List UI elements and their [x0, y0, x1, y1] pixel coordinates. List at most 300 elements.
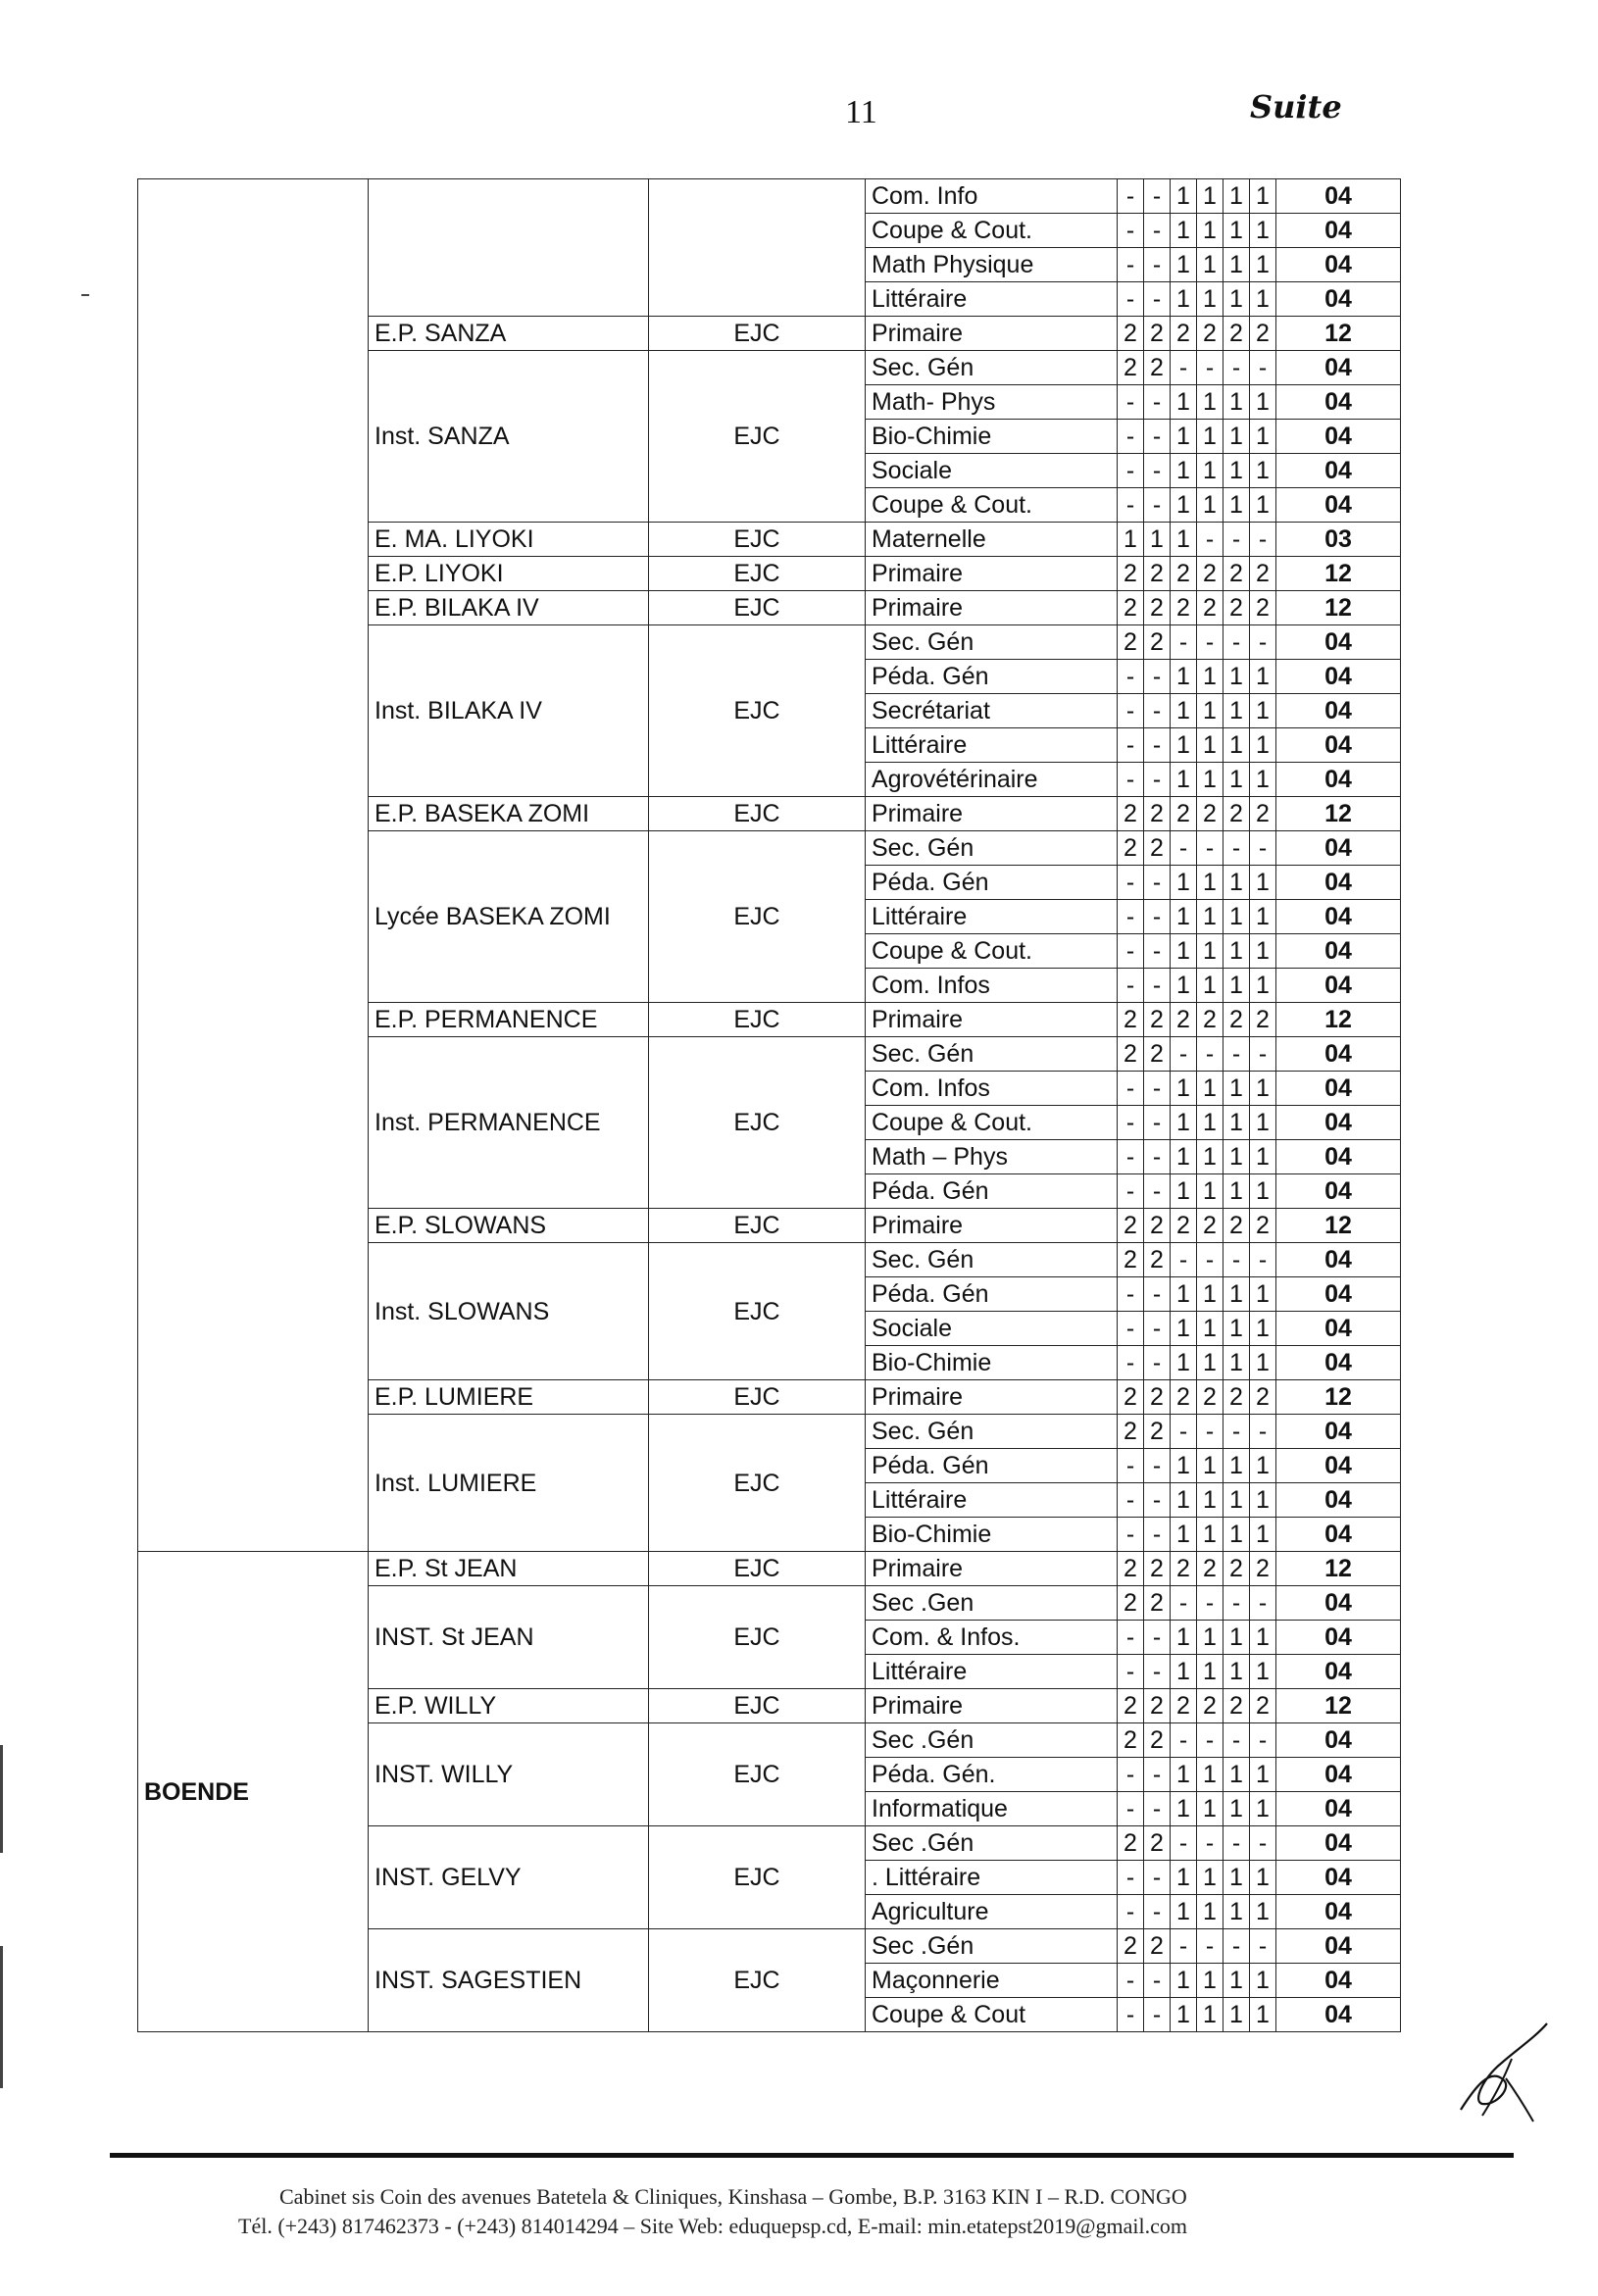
grade-cell: 2: [1197, 317, 1223, 351]
total-cell: 04: [1276, 1140, 1401, 1174]
grade-cell: 1: [1223, 420, 1250, 454]
grade-cell: 1: [1223, 1483, 1250, 1518]
location-cell: [138, 179, 369, 1552]
section-cell: Sec .Gen: [866, 1586, 1118, 1621]
section-cell: Sec .Gén: [866, 1723, 1118, 1758]
total-cell: 04: [1276, 1621, 1401, 1655]
grade-cell: 2: [1118, 1243, 1144, 1277]
total-cell: 12: [1276, 1003, 1401, 1037]
grade-cell: 2: [1118, 1586, 1144, 1621]
grade-cell: 1: [1171, 1277, 1197, 1312]
grade-cell: -: [1197, 1586, 1223, 1621]
total-cell: 12: [1276, 557, 1401, 591]
total-cell: 04: [1276, 1415, 1401, 1449]
school-name-cell: Inst. LUMIERE: [369, 1415, 649, 1552]
grade-cell: 1: [1223, 1106, 1250, 1140]
grade-cell: -: [1144, 1792, 1171, 1826]
grade-cell: -: [1144, 1277, 1171, 1312]
grade-cell: 1: [1197, 1621, 1223, 1655]
grade-cell: 2: [1118, 557, 1144, 591]
section-cell: Com. Info: [866, 179, 1118, 214]
section-cell: Péda. Gén: [866, 1449, 1118, 1483]
grade-cell: 1: [1197, 1655, 1223, 1689]
grade-cell: 1: [1223, 1312, 1250, 1346]
grade-cell: 2: [1144, 1380, 1171, 1415]
grade-cell: 2: [1118, 1380, 1144, 1415]
grade-cell: 2: [1144, 317, 1171, 351]
grade-cell: -: [1144, 934, 1171, 969]
grade-cell: 1: [1223, 282, 1250, 317]
grade-cell: 1: [1197, 934, 1223, 969]
section-cell: Sociale: [866, 454, 1118, 488]
grade-cell: 1: [1250, 1861, 1276, 1895]
grade-cell: 1: [1171, 1346, 1197, 1380]
school-name-cell: Lycée BASEKA ZOMI: [369, 831, 649, 1003]
grade-cell: -: [1144, 866, 1171, 900]
regime-cell: EJC: [649, 351, 866, 523]
grade-cell: 1: [1197, 1140, 1223, 1174]
section-cell: Com. Infos: [866, 1072, 1118, 1106]
section-cell: Informatique: [866, 1792, 1118, 1826]
grade-cell: 1: [1223, 1449, 1250, 1483]
grade-cell: -: [1118, 1861, 1144, 1895]
grade-cell: 1: [1197, 1072, 1223, 1106]
section-cell: Agrovétérinaire: [866, 763, 1118, 797]
grade-cell: 2: [1118, 1552, 1144, 1586]
grade-cell: 2: [1144, 1586, 1171, 1621]
grade-cell: -: [1144, 1655, 1171, 1689]
grade-cell: -: [1144, 728, 1171, 763]
grade-cell: 2: [1118, 625, 1144, 660]
grade-cell: -: [1197, 1415, 1223, 1449]
section-cell: Littéraire: [866, 1483, 1118, 1518]
total-cell: 04: [1276, 1792, 1401, 1826]
grade-cell: 1: [1250, 900, 1276, 934]
school-name-cell: E.P. BASEKA ZOMI: [369, 797, 649, 831]
grade-cell: 1: [1144, 523, 1171, 557]
total-cell: 04: [1276, 934, 1401, 969]
grade-cell: 2: [1118, 1037, 1144, 1072]
grade-cell: 1: [1197, 1346, 1223, 1380]
grade-cell: 1: [1223, 179, 1250, 214]
total-cell: 04: [1276, 282, 1401, 317]
grade-cell: 1: [1223, 1998, 1250, 2032]
grade-cell: 2: [1118, 351, 1144, 385]
grade-cell: 1: [1250, 1518, 1276, 1552]
grade-cell: 1: [1223, 1140, 1250, 1174]
grade-cell: -: [1144, 1895, 1171, 1929]
grade-cell: -: [1223, 1415, 1250, 1449]
total-cell: 04: [1276, 1346, 1401, 1380]
grade-cell: -: [1223, 1723, 1250, 1758]
total-cell: 04: [1276, 1655, 1401, 1689]
school-name-cell: E.P. LUMIERE: [369, 1380, 649, 1415]
grade-cell: 2: [1171, 557, 1197, 591]
grade-cell: 2: [1171, 1209, 1197, 1243]
table-row: [138, 179, 1401, 214]
total-cell: 04: [1276, 1758, 1401, 1792]
section-cell: Coupe & Cout.: [866, 214, 1118, 248]
grade-cell: 1: [1223, 1895, 1250, 1929]
grade-cell: 2: [1118, 591, 1144, 625]
grade-cell: -: [1118, 763, 1144, 797]
grade-cell: 1: [1197, 282, 1223, 317]
grade-cell: 2: [1118, 831, 1144, 866]
section-cell: Sec .Gén: [866, 1929, 1118, 1964]
section-cell: Coupe & Cout.: [866, 1106, 1118, 1140]
grade-cell: -: [1118, 728, 1144, 763]
grade-cell: -: [1171, 351, 1197, 385]
grade-cell: 1: [1250, 454, 1276, 488]
grade-cell: 1: [1250, 420, 1276, 454]
grade-cell: -: [1118, 1277, 1144, 1312]
grade-cell: -: [1144, 1964, 1171, 1998]
grade-cell: 2: [1250, 1209, 1276, 1243]
grade-cell: -: [1118, 385, 1144, 420]
grade-cell: 1: [1223, 969, 1250, 1003]
section-cell: Bio-Chimie: [866, 420, 1118, 454]
section-cell: Coupe & Cout.: [866, 934, 1118, 969]
grade-cell: -: [1144, 1449, 1171, 1483]
grade-cell: 1: [1197, 248, 1223, 282]
grade-cell: 1: [1171, 523, 1197, 557]
footer-rule: [110, 2153, 1514, 2158]
signature-icon: [1453, 2020, 1561, 2132]
grade-cell: 2: [1250, 1003, 1276, 1037]
section-cell: Primaire: [866, 1209, 1118, 1243]
grade-cell: 1: [1171, 1518, 1197, 1552]
grade-cell: 2: [1250, 557, 1276, 591]
grade-cell: 1: [1197, 1106, 1223, 1140]
grade-cell: 1: [1250, 969, 1276, 1003]
grade-cell: 1: [1250, 660, 1276, 694]
grade-cell: 1: [1197, 454, 1223, 488]
grade-cell: 2: [1197, 1209, 1223, 1243]
grade-cell: 1: [1223, 1621, 1250, 1655]
grade-cell: -: [1118, 866, 1144, 900]
school-name-cell: INST. GELVY: [369, 1826, 649, 1929]
grade-cell: 1: [1171, 1449, 1197, 1483]
grade-cell: -: [1144, 969, 1171, 1003]
grade-cell: -: [1144, 1621, 1171, 1655]
grade-cell: 2: [1171, 1380, 1197, 1415]
grade-cell: -: [1118, 488, 1144, 523]
grade-cell: 1: [1223, 728, 1250, 763]
grade-cell: 1: [1171, 1140, 1197, 1174]
grade-cell: 1: [1250, 488, 1276, 523]
grade-cell: 1: [1171, 1998, 1197, 2032]
total-cell: 04: [1276, 969, 1401, 1003]
grade-cell: 2: [1250, 1380, 1276, 1415]
grade-cell: -: [1144, 454, 1171, 488]
grade-cell: 2: [1250, 591, 1276, 625]
grade-cell: 1: [1223, 934, 1250, 969]
grade-cell: 2: [1144, 797, 1171, 831]
grade-cell: 1: [1171, 763, 1197, 797]
grade-cell: -: [1250, 1586, 1276, 1621]
grade-cell: 1: [1250, 1346, 1276, 1380]
grade-cell: 2: [1118, 1689, 1144, 1723]
grade-cell: -: [1250, 1243, 1276, 1277]
grade-cell: 2: [1118, 1723, 1144, 1758]
section-cell: Bio-Chimie: [866, 1346, 1118, 1380]
grade-cell: 1: [1197, 660, 1223, 694]
grade-cell: 1: [1250, 385, 1276, 420]
section-cell: Péda. Gén: [866, 866, 1118, 900]
grade-cell: 1: [1197, 1483, 1223, 1518]
grade-cell: -: [1144, 660, 1171, 694]
section-cell: Péda. Gén: [866, 660, 1118, 694]
total-cell: 04: [1276, 454, 1401, 488]
grade-cell: -: [1118, 1792, 1144, 1826]
page-number: 11: [845, 94, 877, 130]
school-name-cell: INST. St JEAN: [369, 1586, 649, 1689]
total-cell: 04: [1276, 660, 1401, 694]
grade-cell: -: [1144, 248, 1171, 282]
grade-cell: 1: [1250, 1655, 1276, 1689]
grade-cell: 1: [1250, 1312, 1276, 1346]
grade-cell: -: [1197, 1037, 1223, 1072]
grade-cell: 1: [1171, 728, 1197, 763]
grade-cell: -: [1118, 1140, 1144, 1174]
grade-cell: 1: [1118, 523, 1144, 557]
grade-cell: 1: [1197, 1998, 1223, 2032]
regime-cell: EJC: [649, 1723, 866, 1826]
grade-cell: 1: [1171, 420, 1197, 454]
grade-cell: 1: [1250, 1277, 1276, 1312]
grade-cell: 1: [1250, 1449, 1276, 1483]
grade-cell: 1: [1250, 934, 1276, 969]
grade-cell: 1: [1223, 1861, 1250, 1895]
section-cell: Sec .Gén: [866, 1826, 1118, 1861]
section-cell: Math – Phys: [866, 1140, 1118, 1174]
grade-cell: -: [1171, 1826, 1197, 1861]
section-cell: Primaire: [866, 1689, 1118, 1723]
grade-cell: -: [1118, 900, 1144, 934]
grade-cell: 1: [1223, 866, 1250, 900]
grade-cell: -: [1197, 1929, 1223, 1964]
total-cell: 04: [1276, 1072, 1401, 1106]
grade-cell: 1: [1223, 1964, 1250, 1998]
table-row: [138, 1552, 1401, 1586]
grade-cell: 1: [1250, 1072, 1276, 1106]
grade-cell: 2: [1171, 797, 1197, 831]
grade-cell: -: [1144, 1483, 1171, 1518]
grade-cell: 1: [1171, 969, 1197, 1003]
grade-cell: -: [1118, 1483, 1144, 1518]
grade-cell: -: [1223, 523, 1250, 557]
school-name-cell: E.P. SANZA: [369, 317, 649, 351]
total-cell: 04: [1276, 248, 1401, 282]
grade-cell: 1: [1223, 214, 1250, 248]
grade-cell: -: [1118, 1758, 1144, 1792]
grade-cell: 1: [1171, 214, 1197, 248]
grade-cell: -: [1250, 351, 1276, 385]
grade-cell: -: [1118, 454, 1144, 488]
total-cell: 04: [1276, 1518, 1401, 1552]
total-cell: 04: [1276, 1106, 1401, 1140]
grade-cell: -: [1223, 831, 1250, 866]
total-cell: 12: [1276, 1380, 1401, 1415]
grade-cell: 1: [1197, 1792, 1223, 1826]
grade-cell: 2: [1250, 1552, 1276, 1586]
grade-cell: -: [1144, 420, 1171, 454]
grade-cell: -: [1223, 1586, 1250, 1621]
grade-cell: -: [1118, 1655, 1144, 1689]
grade-cell: 1: [1250, 1998, 1276, 2032]
grade-cell: 1: [1171, 282, 1197, 317]
section-cell: Péda. Gén: [866, 1174, 1118, 1209]
grade-cell: -: [1171, 1415, 1197, 1449]
school-name-cell: Inst. SANZA: [369, 351, 649, 523]
grade-cell: -: [1250, 831, 1276, 866]
grade-cell: -: [1118, 179, 1144, 214]
grade-cell: 1: [1250, 282, 1276, 317]
grade-cell: -: [1118, 1998, 1144, 2032]
school-name-cell: E.P. WILLY: [369, 1689, 649, 1723]
margin-bar: [0, 1946, 3, 2088]
grade-cell: -: [1197, 523, 1223, 557]
section-cell: Primaire: [866, 1380, 1118, 1415]
total-cell: 04: [1276, 1243, 1401, 1277]
total-cell: 04: [1276, 179, 1401, 214]
grade-cell: -: [1223, 1826, 1250, 1861]
grade-cell: 1: [1171, 934, 1197, 969]
total-cell: 04: [1276, 1174, 1401, 1209]
grade-cell: -: [1250, 625, 1276, 660]
schools-table-body: [138, 179, 1401, 2032]
grade-cell: -: [1197, 351, 1223, 385]
grade-cell: 1: [1171, 694, 1197, 728]
grade-cell: -: [1144, 1140, 1171, 1174]
total-cell: 04: [1276, 1586, 1401, 1621]
total-cell: 04: [1276, 1895, 1401, 1929]
grade-cell: 2: [1118, 1209, 1144, 1243]
regime-cell: EJC: [649, 1243, 866, 1380]
section-cell: Primaire: [866, 1552, 1118, 1586]
grade-cell: 2: [1144, 591, 1171, 625]
grade-cell: 1: [1197, 1964, 1223, 1998]
grade-cell: 1: [1197, 1861, 1223, 1895]
grade-cell: 2: [1223, 1689, 1250, 1723]
grade-cell: -: [1171, 831, 1197, 866]
regime-cell: [649, 179, 866, 317]
section-cell: Péda. Gén.: [866, 1758, 1118, 1792]
grade-cell: -: [1144, 1312, 1171, 1346]
grade-cell: -: [1118, 1895, 1144, 1929]
regime-cell: EJC: [649, 591, 866, 625]
section-cell: Littéraire: [866, 728, 1118, 763]
grade-cell: -: [1171, 1723, 1197, 1758]
grade-cell: 1: [1197, 420, 1223, 454]
section-cell: Littéraire: [866, 1655, 1118, 1689]
grade-cell: 1: [1171, 900, 1197, 934]
section-cell: Com. & Infos.: [866, 1621, 1118, 1655]
grade-cell: 2: [1144, 1723, 1171, 1758]
grade-cell: 2: [1171, 317, 1197, 351]
regime-cell: EJC: [649, 557, 866, 591]
grade-cell: 1: [1250, 763, 1276, 797]
grade-cell: -: [1144, 282, 1171, 317]
grade-cell: -: [1118, 248, 1144, 282]
grade-cell: -: [1118, 694, 1144, 728]
total-cell: 04: [1276, 214, 1401, 248]
grade-cell: -: [1118, 934, 1144, 969]
grade-cell: 1: [1250, 214, 1276, 248]
grade-cell: 1: [1223, 1792, 1250, 1826]
grade-cell: -: [1171, 1929, 1197, 1964]
regime-cell: EJC: [649, 625, 866, 797]
grade-cell: 1: [1250, 694, 1276, 728]
section-cell: Péda. Gén: [866, 1277, 1118, 1312]
section-cell: Primaire: [866, 591, 1118, 625]
grade-cell: 2: [1197, 1003, 1223, 1037]
grade-cell: 1: [1250, 1140, 1276, 1174]
total-cell: 04: [1276, 1449, 1401, 1483]
schools-table: [137, 178, 1401, 2032]
grade-cell: -: [1144, 214, 1171, 248]
grade-cell: 1: [1171, 1655, 1197, 1689]
total-cell: 12: [1276, 1552, 1401, 1586]
total-cell: 04: [1276, 420, 1401, 454]
total-cell: 04: [1276, 1037, 1401, 1072]
section-cell: Primaire: [866, 797, 1118, 831]
grade-cell: 1: [1223, 1346, 1250, 1380]
grade-cell: 2: [1118, 1929, 1144, 1964]
grade-cell: -: [1144, 763, 1171, 797]
regime-cell: EJC: [649, 797, 866, 831]
grade-cell: 1: [1171, 1106, 1197, 1140]
grade-cell: 2: [1118, 1826, 1144, 1861]
grade-cell: -: [1197, 1723, 1223, 1758]
grade-cell: 2: [1144, 557, 1171, 591]
grade-cell: 1: [1197, 1518, 1223, 1552]
grade-cell: 2: [1118, 797, 1144, 831]
grade-cell: 1: [1250, 248, 1276, 282]
grade-cell: 1: [1197, 866, 1223, 900]
grade-cell: -: [1250, 1826, 1276, 1861]
section-cell: Coupe & Cout.: [866, 488, 1118, 523]
grade-cell: -: [1144, 1998, 1171, 2032]
grade-cell: -: [1118, 1174, 1144, 1209]
total-cell: 04: [1276, 385, 1401, 420]
grade-cell: 2: [1171, 591, 1197, 625]
grade-cell: 1: [1197, 1758, 1223, 1792]
section-cell: Sec. Gén: [866, 351, 1118, 385]
grade-cell: -: [1250, 523, 1276, 557]
grade-cell: 1: [1197, 1449, 1223, 1483]
section-cell: . Littéraire: [866, 1861, 1118, 1895]
section-cell: Coupe & Cout: [866, 1998, 1118, 2032]
section-cell: Primaire: [866, 1003, 1118, 1037]
total-cell: 04: [1276, 1929, 1401, 1964]
section-cell: Sec. Gén: [866, 1037, 1118, 1072]
grade-cell: 1: [1250, 1895, 1276, 1929]
grade-cell: -: [1223, 625, 1250, 660]
total-cell: 04: [1276, 625, 1401, 660]
grade-cell: 2: [1197, 557, 1223, 591]
grade-cell: 2: [1144, 351, 1171, 385]
school-name-cell: E.P. SLOWANS: [369, 1209, 649, 1243]
grade-cell: -: [1144, 1072, 1171, 1106]
grade-cell: 2: [1144, 1243, 1171, 1277]
grade-cell: -: [1118, 969, 1144, 1003]
grade-cell: 1: [1197, 1174, 1223, 1209]
section-cell: Primaire: [866, 317, 1118, 351]
section-cell: Maçonnerie: [866, 1964, 1118, 1998]
grade-cell: -: [1144, 1518, 1171, 1552]
regime-cell: EJC: [649, 523, 866, 557]
